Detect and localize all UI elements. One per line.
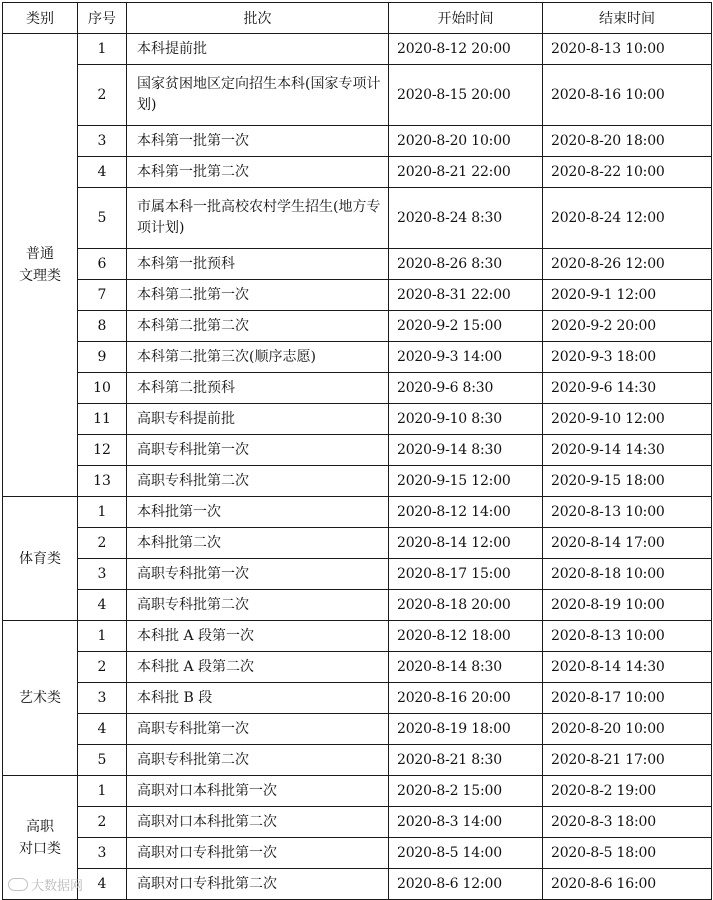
watermark: [8, 875, 83, 894]
table-row: [3, 404, 712, 435]
start-time-cell: 2020-8-21 8:30: [389, 745, 543, 776]
watermark-text: 大数据网: [31, 879, 84, 894]
start-time-cell: 2020-8-14 8:30: [389, 652, 543, 683]
category-cell: [3, 621, 78, 776]
start-time-cell: 2020-8-14 12:00: [389, 528, 543, 559]
batch-cell: 高职专科批第一次: [127, 435, 389, 466]
end-time-cell: 2020-8-18 10:00: [543, 559, 712, 590]
batch-cell: 高职对口专科批第一次: [127, 838, 389, 869]
end-time-cell: 2020-9-3 18:00: [543, 342, 712, 373]
start-time-cell: 2020-8-6 12:00: [389, 869, 543, 900]
seq-cell: 1: [78, 34, 127, 65]
end-time-cell: 2020-8-13 10:00: [543, 34, 712, 65]
table-row: [3, 280, 712, 311]
end-time-cell: 2020-9-1 12:00: [543, 280, 712, 311]
start-time-cell: 2020-8-24 8:30: [389, 188, 543, 249]
header-start-time: 开始时间: [389, 3, 543, 34]
category-label: 普通: [26, 246, 54, 262]
header-end-time: 结束时间: [543, 3, 712, 34]
start-time-cell: 2020-9-10 8:30: [389, 404, 543, 435]
seq-cell: 3: [78, 126, 127, 157]
table-row: [3, 65, 712, 126]
batch-cell: 本科第一批第二次: [127, 157, 389, 188]
seq-cell: 1: [78, 776, 127, 807]
batch-cell: 本科第一批预科: [127, 249, 389, 280]
end-time-cell: 2020-9-6 14:30: [543, 373, 712, 404]
category-label: 体育类: [19, 550, 61, 567]
table-row: [3, 652, 712, 683]
end-time-cell: 2020-9-15 18:00: [543, 466, 712, 497]
start-time-cell: 2020-8-17 15:00: [389, 559, 543, 590]
seq-cell: 1: [78, 497, 127, 528]
table-row: [3, 559, 712, 590]
seq-cell: 2: [78, 807, 127, 838]
start-time-cell: 2020-8-26 8:30: [389, 249, 543, 280]
table-row: [3, 869, 712, 900]
category-cell: [3, 497, 78, 621]
end-time-cell: 2020-8-24 12:00: [543, 188, 712, 249]
seq-cell: 3: [78, 559, 127, 590]
batch-cell: 市属本科一批高校农村学生招生(地方专项计划): [127, 188, 389, 249]
table-row: [3, 435, 712, 466]
batch-cell: 高职专科批第一次: [127, 714, 389, 745]
start-time-cell: 2020-8-18 20:00: [389, 590, 543, 621]
batch-cell: 本科批 B 段: [127, 683, 389, 714]
batch-cell: 本科提前批: [127, 34, 389, 65]
seq-cell: 1: [78, 621, 127, 652]
seq-cell: 2: [78, 65, 127, 126]
start-time-cell: 2020-8-12 18:00: [389, 621, 543, 652]
end-time-cell: 2020-8-5 18:00: [543, 838, 712, 869]
batch-cell: 高职对口本科批第二次: [127, 807, 389, 838]
seq-cell: 5: [78, 188, 127, 249]
start-time-cell: 2020-9-3 14:00: [389, 342, 543, 373]
batch-cell: 高职专科提前批: [127, 404, 389, 435]
table-row: [3, 157, 712, 188]
schedule-table: [2, 2, 712, 900]
end-time-cell: 2020-8-20 10:00: [543, 714, 712, 745]
batch-cell: 本科批 A 段第二次: [127, 652, 389, 683]
seq-cell: 2: [78, 652, 127, 683]
start-time-cell: 2020-9-2 15:00: [389, 311, 543, 342]
end-time-cell: 2020-8-19 10:00: [543, 590, 712, 621]
start-time-cell: 2020-9-6 8:30: [389, 373, 543, 404]
start-time-cell: 2020-8-5 14:00: [389, 838, 543, 869]
seq-cell: 4: [78, 590, 127, 621]
seq-cell: 4: [78, 157, 127, 188]
batch-cell: 本科第二批第一次: [127, 280, 389, 311]
start-time-cell: 2020-9-15 12:00: [389, 466, 543, 497]
end-time-cell: 2020-9-2 20:00: [543, 311, 712, 342]
end-time-cell: 2020-8-26 12:00: [543, 249, 712, 280]
start-time-cell: 2020-8-12 20:00: [389, 34, 543, 65]
table-row: [3, 714, 712, 745]
header-category: 类别: [3, 3, 78, 34]
start-time-cell: 2020-8-16 20:00: [389, 683, 543, 714]
table-row: [3, 342, 712, 373]
start-time-cell: 2020-8-3 14:00: [389, 807, 543, 838]
end-time-cell: 2020-8-17 10:00: [543, 683, 712, 714]
end-time-cell: 2020-8-2 19:00: [543, 776, 712, 807]
header-seq: 序号: [78, 3, 127, 34]
header-row: [3, 3, 712, 34]
table-row: [3, 776, 712, 807]
end-time-cell: 2020-8-22 10:00: [543, 157, 712, 188]
start-time-cell: 2020-8-2 15:00: [389, 776, 543, 807]
table-row: [3, 807, 712, 838]
table-row: [3, 683, 712, 714]
start-time-cell: 2020-8-21 22:00: [389, 157, 543, 188]
category-label: 对口类: [19, 840, 61, 857]
start-time-cell: 2020-8-12 14:00: [389, 497, 543, 528]
table-row: [3, 745, 712, 776]
seq-cell: 6: [78, 249, 127, 280]
seq-cell: 4: [78, 714, 127, 745]
category-label: 高职: [26, 818, 54, 835]
batch-cell: 本科第二批第二次: [127, 311, 389, 342]
start-time-cell: 2020-8-19 18:00: [389, 714, 543, 745]
header-batch: 批次: [127, 3, 389, 34]
seq-cell: 12: [78, 435, 127, 466]
table-row: [3, 188, 712, 249]
seq-cell: 3: [78, 683, 127, 714]
batch-cell: 本科第二批第三次(顺序志愿): [127, 342, 389, 373]
end-time-cell: 2020-8-13 10:00: [543, 497, 712, 528]
batch-cell: 国家贫困地区定向招生本科(国家专项计划): [127, 65, 389, 126]
seq-cell: 5: [78, 745, 127, 776]
batch-cell: 高职专科批第一次: [127, 559, 389, 590]
seq-cell: 11: [78, 404, 127, 435]
table-row: [3, 34, 712, 65]
seq-cell: 4: [78, 869, 127, 900]
batch-cell: 高职对口专科批第二次: [127, 869, 389, 900]
start-time-cell: 2020-9-14 8:30: [389, 435, 543, 466]
start-time-cell: 2020-8-20 10:00: [389, 126, 543, 157]
table-row: [3, 311, 712, 342]
table-row: [3, 590, 712, 621]
end-time-cell: 2020-8-16 10:00: [543, 65, 712, 126]
batch-cell: 本科批第一次: [127, 497, 389, 528]
end-time-cell: 2020-8-20 18:00: [543, 126, 712, 157]
batch-cell: 高职专科批第二次: [127, 745, 389, 776]
batch-cell: 高职专科批第二次: [127, 466, 389, 497]
seq-cell: 3: [78, 838, 127, 869]
batch-cell: 本科批 A 段第一次: [127, 621, 389, 652]
seq-cell: 8: [78, 311, 127, 342]
batch-cell: 高职专科批第二次: [127, 590, 389, 621]
end-time-cell: 2020-9-10 12:00: [543, 404, 712, 435]
category-label: 文理类: [19, 268, 61, 284]
end-time-cell: 2020-8-14 14:30: [543, 652, 712, 683]
seq-cell: 2: [78, 528, 127, 559]
table-body: [3, 34, 712, 900]
end-time-cell: 2020-8-6 16:00: [543, 869, 712, 900]
table-row: [3, 126, 712, 157]
table-row: [3, 249, 712, 280]
camera-logo-icon: [8, 878, 28, 891]
batch-cell: 本科第二批预科: [127, 373, 389, 404]
table-row: [3, 373, 712, 404]
end-time-cell: 2020-9-14 14:30: [543, 435, 712, 466]
batch-cell: 高职对口本科批第一次: [127, 776, 389, 807]
seq-cell: 10: [78, 373, 127, 404]
category-label: 艺术类: [19, 690, 61, 706]
table-row: [3, 497, 712, 528]
seq-cell: 9: [78, 342, 127, 373]
end-time-cell: 2020-8-3 18:00: [543, 807, 712, 838]
batch-cell: 本科第一批第一次: [127, 126, 389, 157]
table-row: [3, 838, 712, 869]
table-row: [3, 621, 712, 652]
category-cell: [3, 34, 78, 497]
seq-cell: 7: [78, 280, 127, 311]
table-row: [3, 528, 712, 559]
end-time-cell: 2020-8-13 10:00: [543, 621, 712, 652]
start-time-cell: 2020-8-31 22:00: [389, 280, 543, 311]
table-row: [3, 466, 712, 497]
end-time-cell: 2020-8-21 17:00: [543, 745, 712, 776]
end-time-cell: 2020-8-14 17:00: [543, 528, 712, 559]
seq-cell: 13: [78, 466, 127, 497]
start-time-cell: 2020-8-15 20:00: [389, 65, 543, 126]
batch-cell: 本科批第二次: [127, 528, 389, 559]
